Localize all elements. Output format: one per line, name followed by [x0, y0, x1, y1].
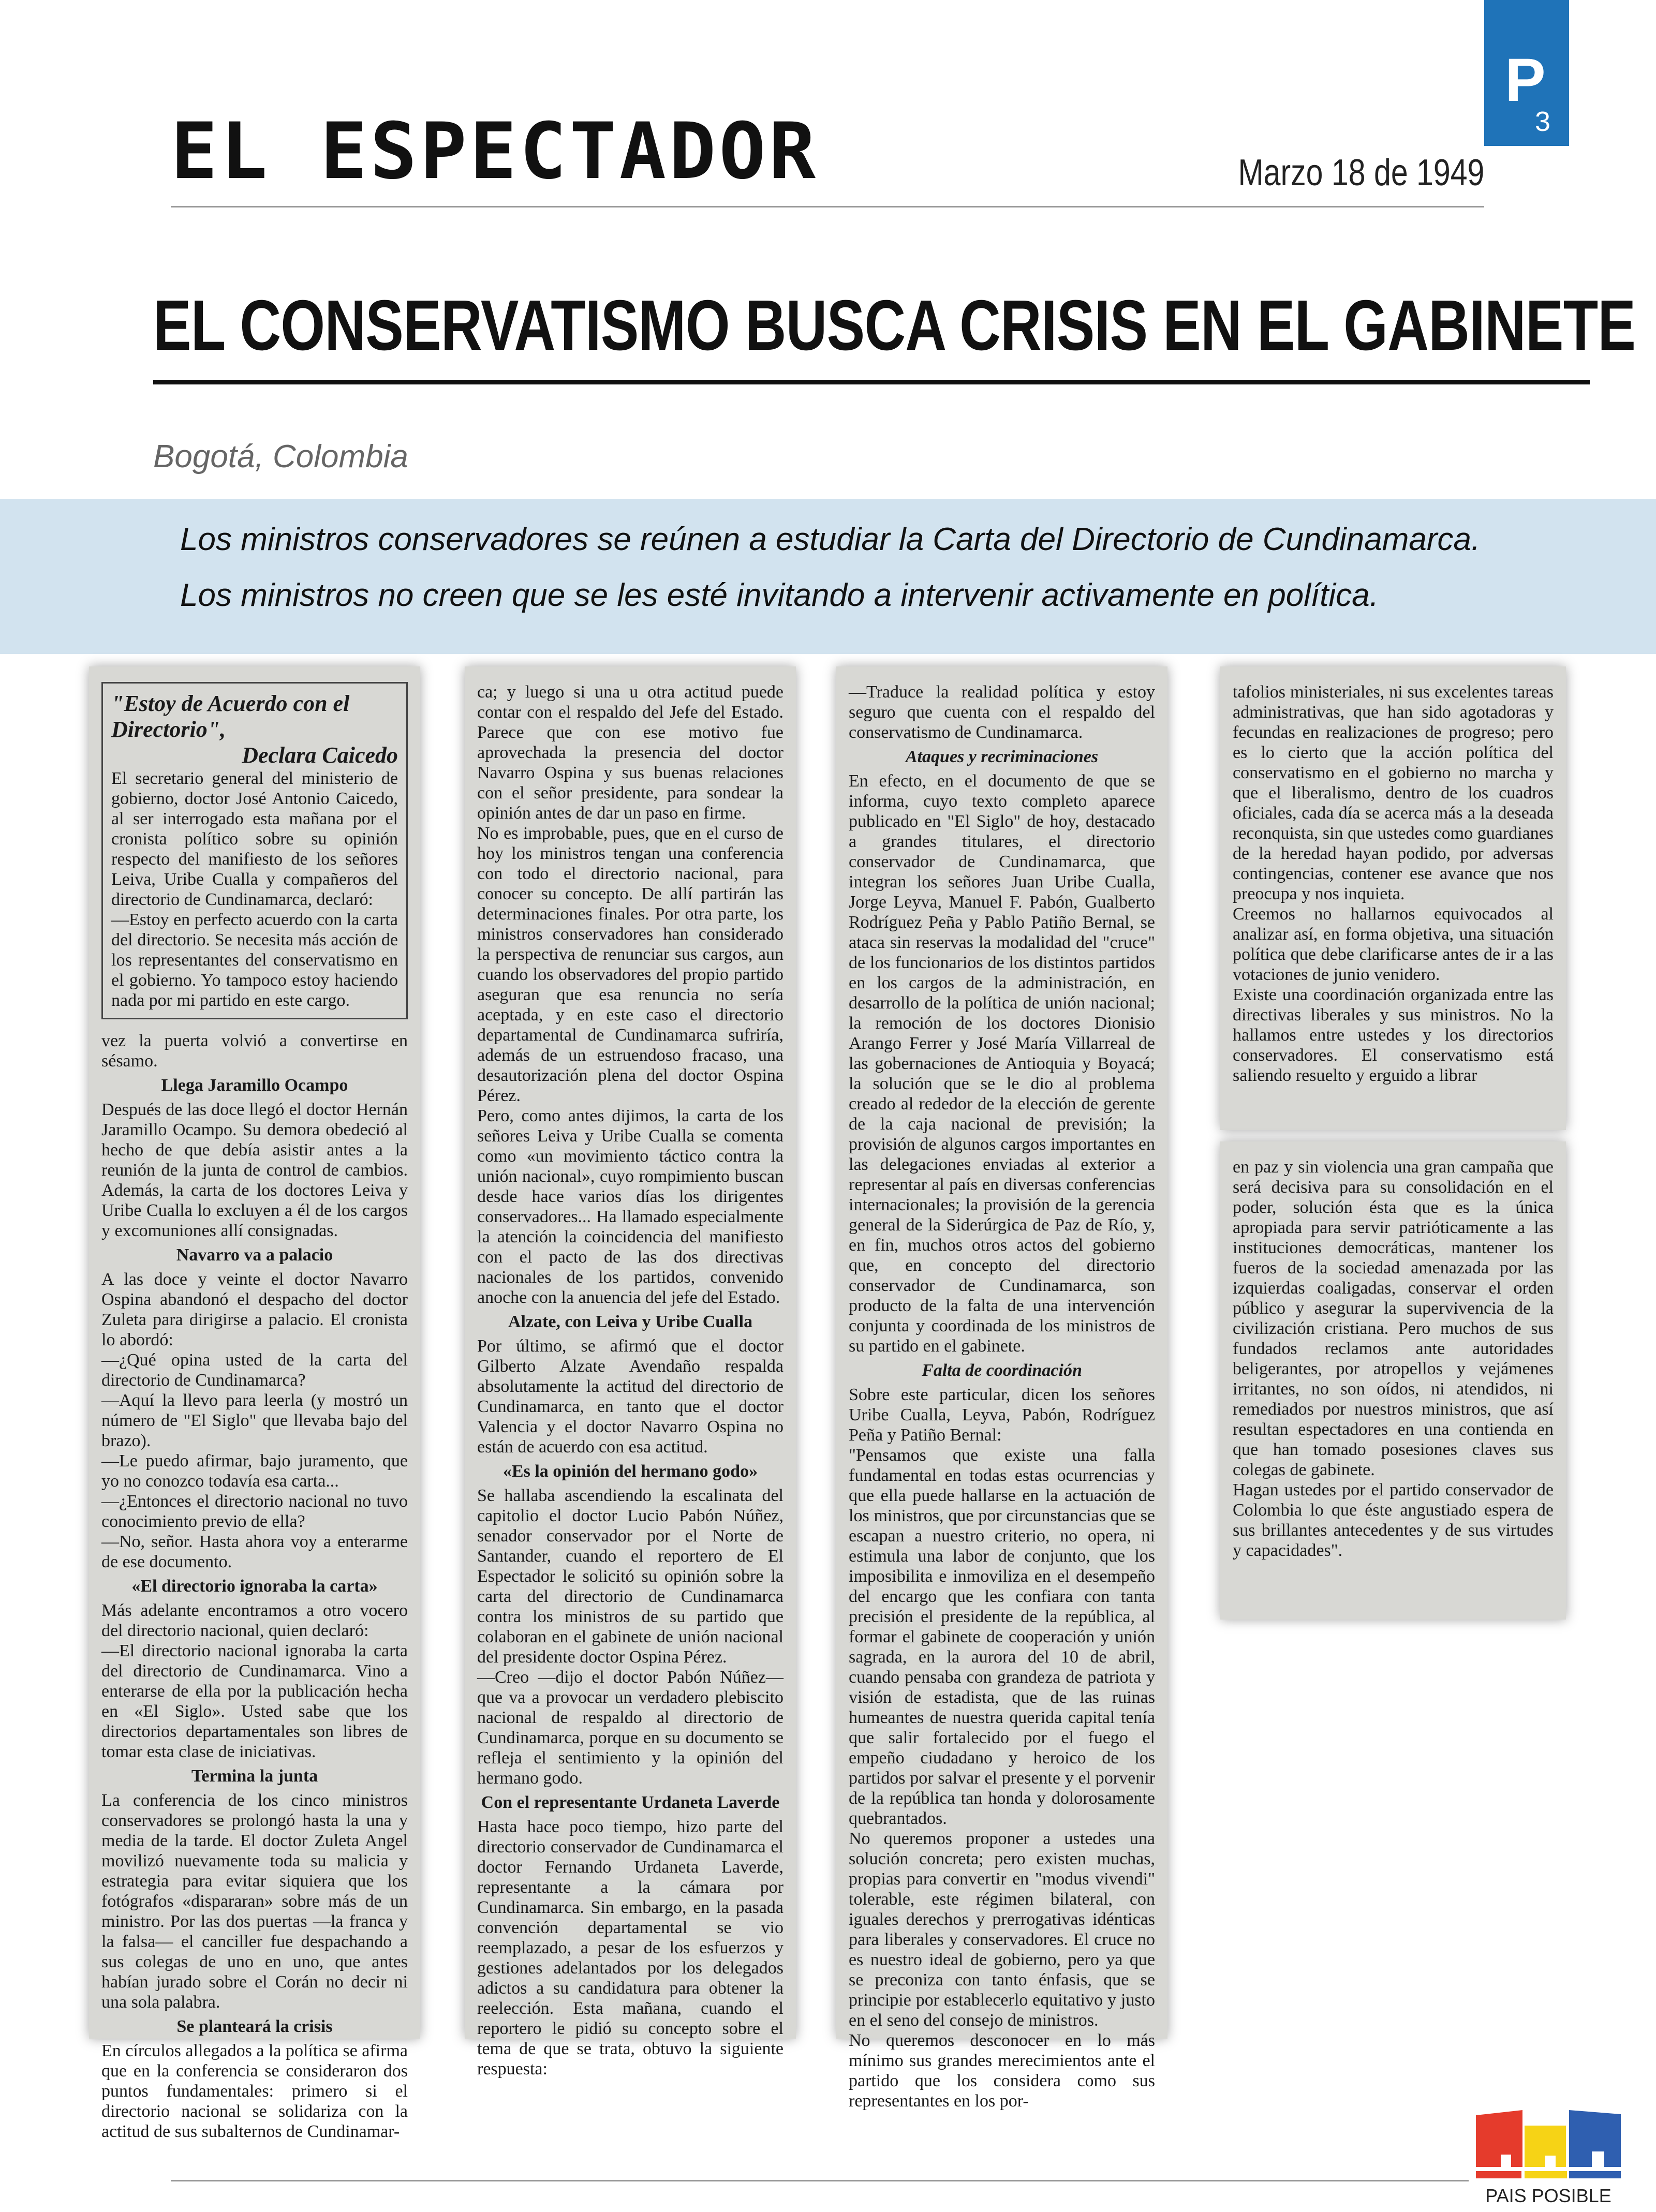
paragraph: Por último, se afirmó que el doctor Gilberto Alzate Avendaño respalda absolutamente la actitud del directorio de Cundinamarca, en tanto que el doctor Valencia y el doctor Navarro Ospina no están de acuerdo con esa actitud.	[477, 1337, 783, 1457]
subheading: Ataques y recriminaciones	[905, 747, 1099, 766]
box-title-2: Declara Caicedo	[242, 743, 398, 768]
paragraph: Pero, como antes dijimos, la carta de los señores Leiva y Uribe Cualla se comenta como «un movimiento táctico contra la unión nacional», cuyo rompimiento buscan desde hace varios días los dirigentes conservadores... Ha llamado especialmente la atención la coincidencia del manifiesto con el pacto de las dos directivas nacionales de los partidos, convenido anoche con la anuencia del jefe del Estado.	[477, 1106, 783, 1307]
subheading: Navarro va a palacio	[176, 1245, 333, 1265]
header-rule	[171, 206, 1484, 207]
clipping-column-4	[1220, 666, 1566, 1130]
footer-rule	[171, 2180, 1469, 2181]
clipping-column-5	[1220, 1141, 1566, 1620]
subheading: «El directorio ignoraba la carta»	[131, 1577, 378, 1596]
paragraph: Se hallaba ascendiendo la escalinata del capitolio el doctor Lucio Pabón Núñez, senador conservador por el Norte de Santander, cuando el reportero de El Espectador le solicitó su opinión sobre la carta del directorio de Cundinamarca contra los ministros de su partido que colaboran en el gabinete de unión nacional del presidente doctor Ospina Pérez.	[477, 1486, 783, 1667]
page-number-tab	[1484, 0, 1569, 146]
paragraph: Hagan ustedes por el partido conservador de Colombia lo que éste angustiado espera de sus brillantes antecedentes y de sus virtudes y capacidades".	[1233, 1480, 1554, 1560]
paragraph: tafolios ministeriales, ni sus excelentes tareas administrativas, que han sido agotadoras y fecundas en realizaciones de progreso; pero es lo cierto que la acción política del conservatismo en el gobierno no marcha y que el liberalismo, dentro de los cuadros oficiales, cada día se acerca más a la deseada reconquista, sin que ustedes como guardianes de la heredad hayan podido, por adversas contingencias, contener ese avance que nos preocupa y nos inquieta.	[1233, 682, 1554, 903]
paragraph: A las doce y veinte el doctor Navarro Ospina abandonó el despacho del doctor Zuleta para dirigirse a palacio. El cronista lo abordó:	[101, 1270, 408, 1349]
paragraph: Creemos no hallarnos equivocados al analizar así, en forma objetiva, una situación política que debe clarificarse antes de ir a las votaciones de junio venidero.	[1233, 904, 1554, 984]
box-title-1: "Estoy de Acuerdo con el Directorio",	[111, 691, 350, 742]
paragraph: —Le puedo afirmar, bajo juramento, que yo no conozco todavía esa carta...	[101, 1451, 408, 1491]
paragraph: Hasta hace poco tiempo, hizo parte del directorio conservador de Cundinamarca el doctor Fernando Urdaneta Laverde, representante a la cámara por Cundinamarca. Sin embargo, en la pasada convención departamental se vio reemplazado, a pesar de los esfuerzos y gestiones adelantados por los delegados adictos a su candidatura para obtener la reelección. Esta mañana, cuando el reportero le pidió su concepto sobre el tema de que se trata, obtuvo la siguiente respuesta:	[477, 1817, 783, 2079]
paragraph: Más adelante encontramos a otro vocero del directorio nacional, quien declaró:	[101, 1601, 408, 1640]
paragraph: No es improbable, pues, que en el curso de hoy los ministros tengan una conferencia con todo el directorio nacional, para conocer su concepto. De allí partirán las determinaciones finales. Por otra parte, los ministros conservadores han considerado la perspectiva de renunciar sus cargos, aun cuando los observadores del propio partido aseguran que esa renuncia no sería aceptada, y en este caso el directorio departamental de Cundinamarca sufriría, además de un estruendoso fracaso, una desautorización plena del doctor Ospina Pérez.	[477, 824, 783, 1105]
subheading: Con el representante Urdaneta Laverde	[481, 1793, 780, 1812]
caicedo-sidebar-box	[101, 682, 408, 1019]
dateline: Bogotá, Colombia	[153, 439, 408, 474]
paragraph: Sobre este particular, dicen los señores Uribe Cualla, Leyva, Pabón, Rodríguez Peña y Patiño Bernal:	[849, 1385, 1155, 1445]
clipping-column-3	[836, 666, 1167, 2111]
box-paragraph: —Estoy en perfecto acuerdo con la carta del directorio. Se necesita más acción de los representantes del conservatismo en el gobierno. Yo tampoco estoy haciendo nada por mi partido en este cargo.	[111, 910, 398, 1010]
paragraph: En círculos allegados a la política se afirma que en la conferencia se consideraron dos puntos fundamentales: primero si el directorio nacional se solidariza con la actitud de sus subalternos de Cundinamar-	[101, 2041, 408, 2141]
page-tab-letter: P	[1505, 46, 1546, 114]
headline-rule	[153, 380, 1590, 384]
page-headline: EL CONSERVATISMO BUSCA CRISIS EN EL GABINETE	[153, 286, 1636, 365]
paragraph: —No, señor. Hasta ahora voy a enterarme de ese documento.	[101, 1532, 408, 1571]
summary-line-1: Los ministros conservadores se reúnen a estudiar la Carta del Directorio de Cundinamarca.	[180, 522, 1481, 557]
paragraph: —¿Entonces el directorio nacional no tuvo conocimiento previo de ella?	[101, 1492, 408, 1531]
summary-band	[0, 499, 1656, 654]
paragraph: Existe una coordinación organizada entre las directivas liberales y sus ministros. No la hallamos entre ustedes y los directorios conservadores. El conservatismo está saliendo resuelto y erguido a librar	[1233, 985, 1554, 1085]
paragraph: —Aquí la llevo para leerla (y mostró un número de "El Siglo" que llevaba bajo del brazo).	[101, 1391, 408, 1450]
paragraph: —¿Qué opina usted de la carta del directorio de Cundinamarca?	[101, 1350, 408, 1390]
subheading: Alzate, con Leiva y Uribe Cualla	[508, 1312, 753, 1331]
subheading: Termina la junta	[191, 1766, 318, 1786]
page-tab-number: 3	[1535, 106, 1551, 137]
paragraph: ca; y luego si una u otra actitud puede contar con el respaldo del Jefe del Estado. Parece que con ese motivo fue aprovechada la presencia del doctor Navarro Ospina y sus buenas relaciones con el señor presidente, para sondear la opinión antes de dar un paso en firme.	[477, 682, 783, 823]
paragraph: —El directorio nacional ignoraba la carta del directorio de Cundinamarca. Vino a enterarse de ella por la publicación hecha en «El Siglo». Usted sabe que los directorios departamentales son libres de tomar esta clase de iniciativas.	[101, 1641, 408, 1761]
box-paragraph: El secretario general del ministerio de gobierno, doctor José Antonio Caicedo, al ser interrogado esta mañana por el cronista político sobre su opinión respecto del manifiesto de los señores Leiva, Uribe Cualla y compañeros del directorio de Cundinamarca, declaró:	[111, 769, 398, 909]
publication-date: Marzo 18 de 1949	[1238, 152, 1484, 194]
paragraph: La conferencia de los cinco ministros conservadores se prolongó hasta la una y media de la tarde. El doctor Zuleta Angel movilizó nuevamente toda su malicia y estrategia para evitar siquiera que los fotógrafos «dispararan» sobre más de un ministro. Por las dos puertas —la franca y la falsa— el canciller fue despachando a sus colegas de uno en uno, que antes habían jurado sobre el Corán no decir ni una sola palabra.	[101, 1791, 408, 2012]
paragraph: No queremos desconocer en lo más mínimo sus grandes merecimientos ante el partido que los considera como sus representantes en los por-	[849, 2031, 1155, 2111]
paragraph: —Traduce la realidad política y estoy seguro que cuenta con el respaldo del conservatismo de Cundinamarca.	[849, 682, 1155, 742]
paragraph: No queremos proponer a ustedes una solución concreta; pero existen muchas, propias para convertir en "modus vivendi" tolerable, este régimen bilateral, con iguales derechos y prerrogativas idénticas para liberales y conservadores. El cruce no es nuestro ideal de gobierno, pero ya que se preconiza con tanto énfasis, que se principie por establecerlo equitativo y justo en el seno del consejo de ministros.	[849, 1829, 1155, 2030]
paragraph: en paz y sin violencia una gran campaña que será decisiva para su consolidación en el poder, solución ésta que es la única apropiada para servir patrióticamente a las instituciones democráticas, mantener los fueros de la sociedad amenazada por las izquierdas coaligadas, conservar el orden público y asegurar la supervivencia de la civilización cristiana. Pero muchos de sus fundados reclamos ante autoridades beligerantes, por atropellos y vejámenes irritantes, no son oídos, ni atendidos, ni remediados por nuestros ministros, que así resultan espectadores en una contienda en que han tomado posesiones claves sus colegas de gabinete.	[1233, 1157, 1554, 1479]
paragraph: Después de las doce llegó el doctor Hernán Jaramillo Ocampo. Su demora obedeció al hecho de que debía asistir antes a la reunión de la junta de control de cambios. Además, la carta de los doctores Leiva y Uribe Cualla lo excluyen a él de los cargos y excomuniones allí consignadas.	[101, 1100, 408, 1240]
paragraph: vez la puerta volvió a convertirse en sésamo.	[101, 1031, 408, 1071]
paragraph: En efecto, en el documento de que se informa, cuyo texto completo aparece publicado en "El Siglo" de hoy, destacado a grandes titulares, el directorio conservador de Cundinamarca, que integran los señores Juan Uribe Cualla, Jorge Leyva, Manuel F. Pabón, Gualberto Rodríguez Peña y Pablo Patiño Bernal, se ataca sin reservas la modalidad del "cruce" de los funcionarios de los distintos partidos en los cargos de la administración, en desarrollo de la política de unión nacional; la remoción de los doctores Dionisio Arango Ferrer y José María Villarreal de las gobernaciones de Antioquia y Boyacá; la solución que se le dio al problema creado al rededor de la elección de gerente de la caja nacional de previsión; la provisión de algunos cargos importantes en las delegaciones enviadas al exterior a representar al país en diversas conferencias internacionales; la provisión de la gerencia general de la Siderúrgica de Paz de Río, y, en fin, muchos otros actos del gobierno que, en concepto del directorio conservador de Cundinamarca, son producto de la falta de una intervención conjunta y coordinada de los ministros de su partido en el gabinete.	[849, 771, 1155, 1356]
subheading: Se planteará la crisis	[176, 2017, 333, 2036]
footer-logo-label: PAIS POSIBLE	[1485, 2185, 1611, 2206]
clipping-column-2	[465, 666, 796, 2079]
paragraph: —Creo —dijo el doctor Pabón Núñez— que va a provocar un verdadero plebiscito nacional de respaldo al directorio de Cundinamarca, porque en su documento se refleja el sentimiento y la opinión del hermano godo.	[477, 1668, 783, 1788]
paragraph: "Pensamos que existe una falla fundamental en todas estas ocurrencias y que ella puede hallarse en la actuación de los ministros, que por circunstancias que se escapan a nuestro criterio, no opera, ni estimula una labor de conjunto, que los imposibilita e inmoviliza en el desempeño del encargo que les confiara con tanta precisión el presidente de la república, al formar el gabinete de cooperación y unión sagrada, en la aurora del 10 de abril, cuando pensaba con grandeza de patriota y visión de estadista, que de las ruinas humeantes de nuestra querida capital tenía que salir fortalecido por el fuego el empeño ciudadano y heroico de los partidos por salvar el presente y el porvenir de la república tan honda y dolorosamente quebrantados.	[849, 1446, 1155, 1828]
subheading: Falta de coordinación	[922, 1361, 1082, 1380]
clipping-column-1	[89, 666, 420, 2141]
subheading: «Es la opinión del hermano godo»	[502, 1462, 758, 1481]
summary-line-2: Los ministros no creen que se les esté invitando a intervenir activamente en política.	[180, 577, 1379, 613]
subheading: Llega Jaramillo Ocampo	[161, 1076, 348, 1095]
newspaper-masthead: EL ESPECTADOR	[171, 107, 819, 197]
